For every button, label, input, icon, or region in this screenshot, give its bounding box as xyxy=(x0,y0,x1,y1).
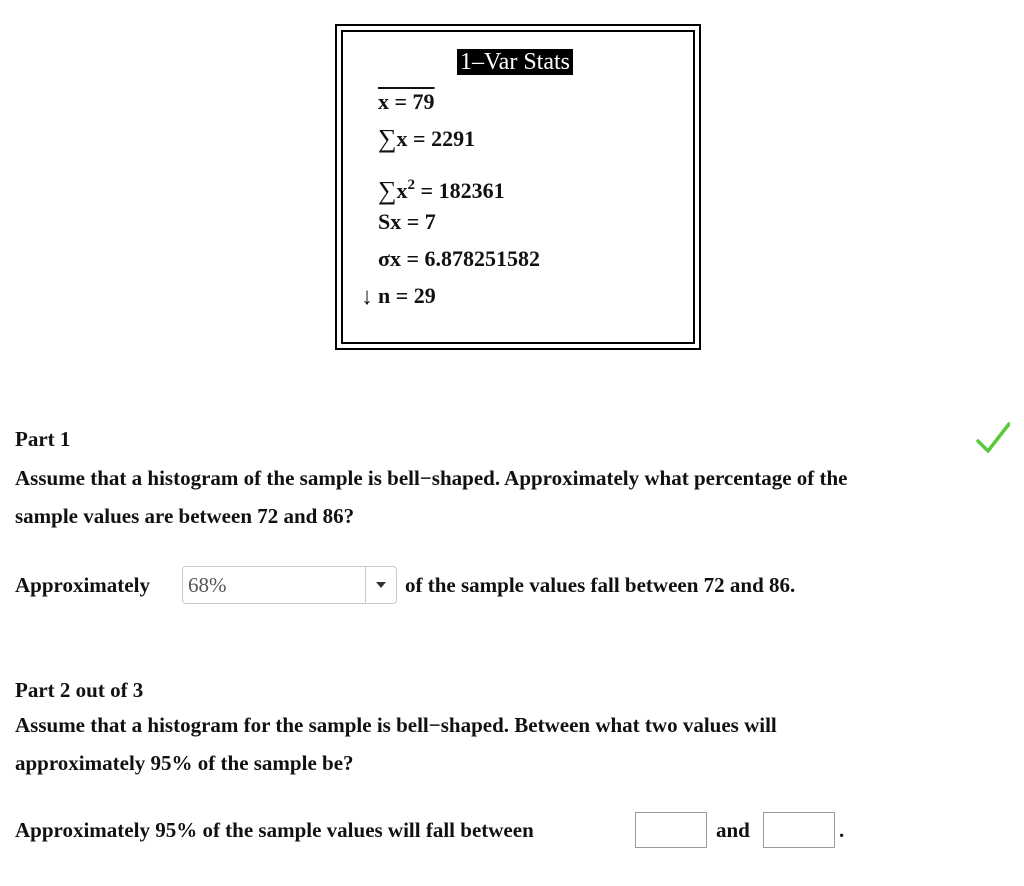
stat-sx: Sx = 7 xyxy=(378,209,436,234)
stat-sumsq-base: x xyxy=(396,178,408,203)
calculator-title: 1–Var Stats xyxy=(457,49,573,75)
calculator-screen-inner xyxy=(341,30,695,344)
select-dropdown-button[interactable] xyxy=(365,567,396,603)
period-label: . xyxy=(839,818,845,842)
down-arrow-icon: ↓ xyxy=(361,284,373,310)
part1-heading: Part 1 xyxy=(15,427,71,451)
stat-sum-squares xyxy=(378,172,505,204)
part1-answer-prefix: Approximately xyxy=(15,573,150,597)
stat-mean-text: x = 79 xyxy=(378,89,435,114)
stat-sumsq-exponent: 2 xyxy=(407,177,416,193)
part2-answer-prefix: Approximately 95% of the sample values will fall between xyxy=(15,818,534,842)
stat-sumsq-value: = 182361 xyxy=(415,178,505,203)
lower-bound-input[interactable] xyxy=(635,812,707,848)
stat-n: n = 29 xyxy=(378,283,436,308)
part2-heading: Part 2 out of 3 xyxy=(15,678,144,702)
sigma-icon: ∑ xyxy=(378,176,397,205)
check-icon xyxy=(976,421,1010,455)
stat-mean xyxy=(378,89,435,115)
part2-question-line1: Assume that a histogram for the sample is bell−shaped. Between what two values will xyxy=(15,713,777,737)
stat-sigma-x: σx = 6.878251582 xyxy=(378,246,541,271)
part1-question-line2: sample values are between 72 and 86? xyxy=(15,504,355,528)
percentage-select[interactable] xyxy=(182,566,397,604)
upper-bound-input[interactable] xyxy=(763,812,835,848)
stat-sum-text: x = 2291 xyxy=(396,126,476,151)
part1-answer-suffix: of the sample values fall between 72 and 86. xyxy=(405,573,796,597)
and-label: and xyxy=(716,818,750,842)
calculator-screen xyxy=(335,24,701,350)
sigma-icon: ∑ xyxy=(378,124,397,153)
part1-question-line1: Assume that a histogram of the sample is bell−shaped. Approximately what percentage of the xyxy=(15,466,848,490)
part2-question-line2: approximately 95% of the sample be? xyxy=(15,751,354,775)
stat-sum xyxy=(378,126,475,152)
chevron-down-icon xyxy=(376,582,386,588)
percentage-select-value: 68% xyxy=(188,573,227,597)
